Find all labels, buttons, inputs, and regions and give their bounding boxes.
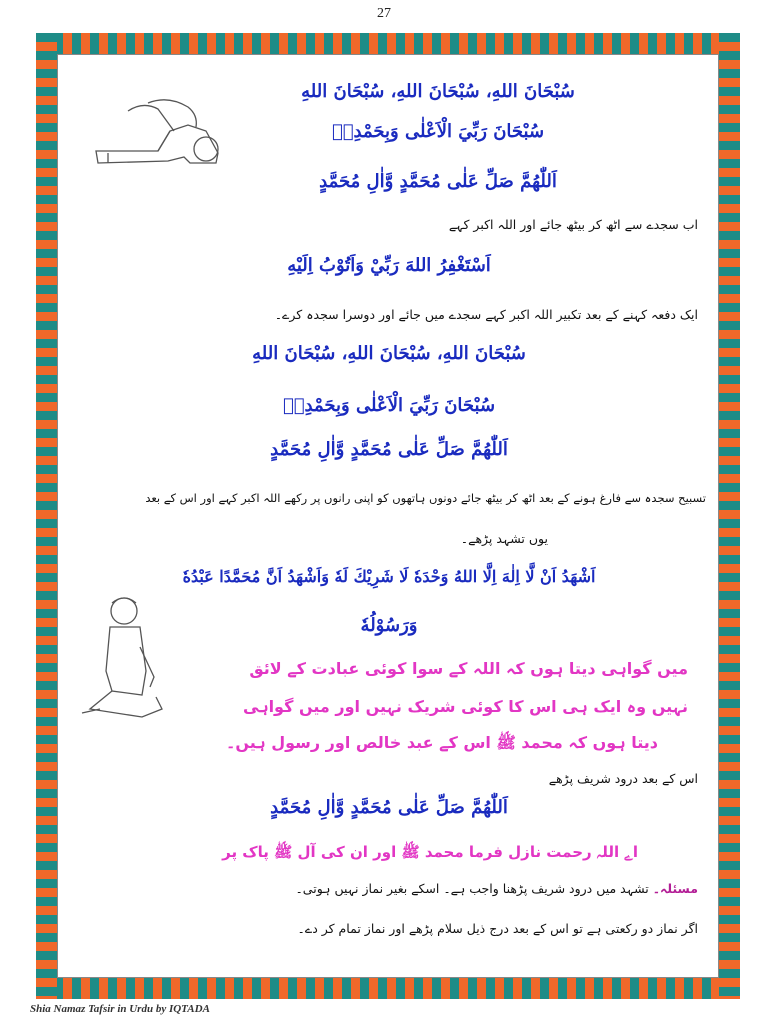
page-number: 27 xyxy=(377,6,391,21)
tashahhud-figure xyxy=(72,591,172,731)
sajda-zikr-line-2: سُبْحَانَ رَبِّيَ الْاَعْلٰى وَبِحَمْدِهٖ xyxy=(282,395,496,416)
istighfar-line: اَسْتَغْفِرُ اللهَ رَبِّيْ وَاَتُوْبُ اِلَيْهِ xyxy=(287,255,491,276)
salawat-line-2: اَللّٰهُمَّ صَلِّ عَلٰى مُحَمَّدٍ وَّاٰلِ مُحَمَّدٍ xyxy=(270,439,508,460)
tasbih-line-2: سُبْحَانَ اللهِ، سُبْحَانَ اللهِ، سُبْحَانَ اللهِ xyxy=(252,343,526,364)
instruction-line-3b: یوں تشہد پڑھے۔ xyxy=(460,531,548,546)
instruction-line-3a: تسبیح سجدہ سے فارغ ہونے کے بعد اٹھ کر بیٹھ جائے دونوں ہاتھوں کو اپنی رانوں پر رکھے اللہ اکبر کہے اور اس کے بعد xyxy=(145,491,706,505)
page-content xyxy=(57,54,719,978)
translation-line-2: نہیں وہ ایک ہی اس کا کوئی شریک نہیں اور میں گواہی xyxy=(243,697,688,716)
tasbih-line-1: سُبْحَانَ اللهِ، سُبْحَانَ اللهِ، سُبْحَانَ اللهِ xyxy=(301,81,575,102)
translation-line-1: میں گواہی دیتا ہوں کہ اللہ کے سوا کوئی عبادت کے لائق xyxy=(249,659,688,678)
masala-line xyxy=(78,881,698,896)
instruction-line-1: اب سجدے سے اٹھ کر بیٹھ جائے اور اللہ اکبر کہے xyxy=(448,217,698,232)
salawat-line-1: اَللّٰهُمَّ صَلِّ عَلٰى مُحَمَّدٍ وَّاٰلِ مُحَمَّدٍ xyxy=(319,171,557,192)
tashahhud-line-b: وَرَسُوْلُهٗ xyxy=(360,615,418,636)
instruction-line-5: اگر نماز دو رکعتی ہے تو اس کے بعد درج ذیل سلام پڑھے اور نماز تمام کر دے۔ xyxy=(297,921,698,936)
instruction-line-4: اس کے بعد درود شریف پڑھے xyxy=(548,771,698,786)
page-footer: Shia Namaz Tafsir in Urdu by IQTADA xyxy=(30,1003,210,1015)
sajda-zikr-line-1: سُبْحَانَ رَبِّيَ الْاَعْلٰى وَبِحَمْدِهٖ xyxy=(331,121,545,142)
masala-text: تشہد میں درود شریف پڑھنا واجب ہے۔ اسکے بغیر نماز نہیں ہوتی۔ xyxy=(295,881,649,896)
translation-line-3: دیتا ہوں کہ محمد ﷺ اس کے عبد خالص اور رسول ہیں۔ xyxy=(225,733,658,752)
tashahhud-line-a: اَشْهَدُ اَنْ لَّا اِلٰهَ اِلَّا اللهُ وَحْدَهٗ لَا شَرِيْكَ لَهٗ وَاَشْهَدُ اَنَّ مُحَمَّدًا عَبْدُهٗ xyxy=(182,567,596,586)
masala-label: مسئلہ۔ xyxy=(652,881,698,896)
translation-line-4: اے اللہ رحمت نازل فرما محمد ﷺ اور ان کی آل ﷺ پاک پر xyxy=(222,843,638,861)
salawat-line-3: اَللّٰهُمَّ صَلِّ عَلٰى مُحَمَّدٍ وَّاٰلِ مُحَمَّدٍ xyxy=(270,797,508,818)
instruction-line-2: ایک دفعہ کہنے کے بعد تکبیر اللہ اکبر کہے سجدے میں جائے اور دوسرا سجدہ کرے۔ xyxy=(274,307,698,322)
